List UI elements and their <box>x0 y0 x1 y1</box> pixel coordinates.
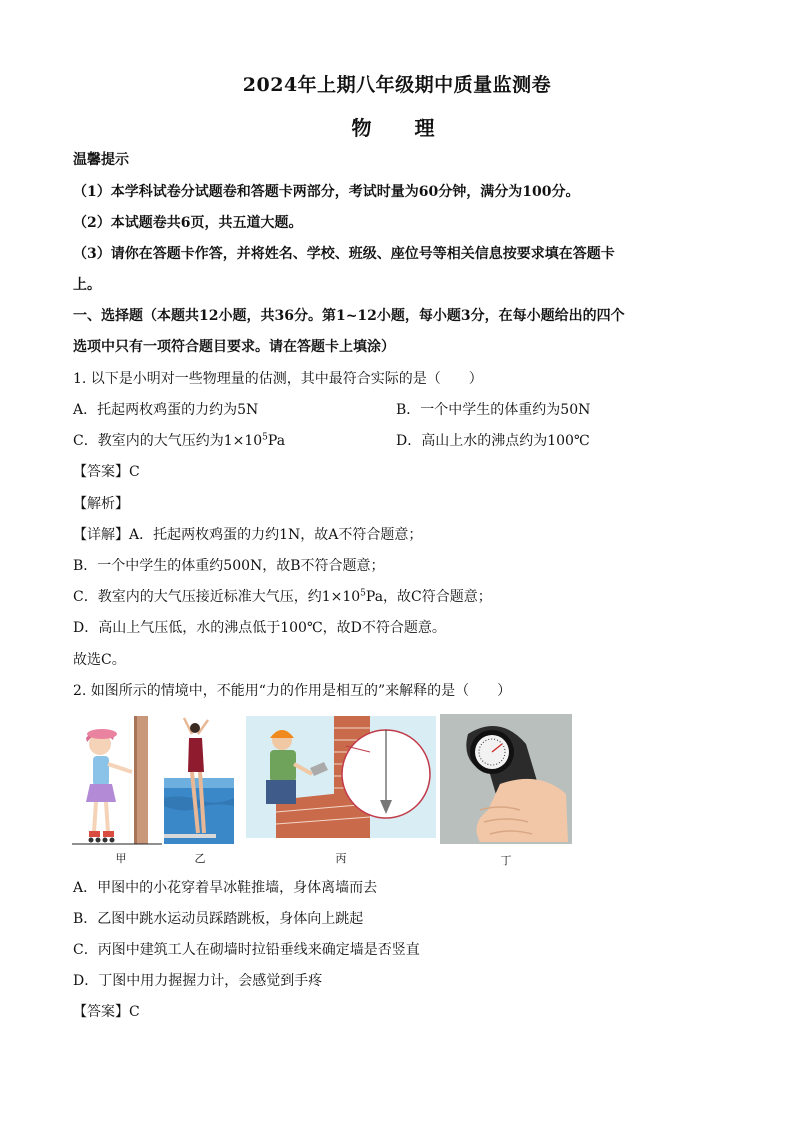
caption-jia: 甲 <box>115 852 127 865</box>
notice-item-2: （2）本试题卷共6页，共五道大题。 <box>73 215 303 231</box>
figure-yi-illustration <box>164 716 234 844</box>
question-1-detail-4: D．高山上气压低，水的沸点低于100℃，故D不符合题意。 <box>73 620 446 636</box>
question-1-option-a: A．托起两枚鸡蛋的力约为5N <box>73 402 259 418</box>
notice-heading: 温馨提示 <box>73 152 129 168</box>
detail-3-exponent: 5 <box>360 588 366 599</box>
question-1-option-c <box>73 431 285 451</box>
figure-bing-illustration <box>246 716 436 838</box>
caption-ding: 丁 <box>500 854 512 867</box>
question-1-detail-2: B．一个中学生的体重约500N，故B不符合题意； <box>73 558 385 574</box>
page-title: 2024年上期八年级期中质量监测卷 <box>242 74 552 96</box>
question-2-option-c: C．丙图中建筑工人在砌墙时拉铅垂线来确定墙是否竖直 <box>73 942 420 958</box>
detail-3-tail: Pa，故C符合题意； <box>365 589 492 605</box>
caption-yi: 乙 <box>194 852 206 865</box>
figure-ding-illustration <box>440 714 572 844</box>
question-1-option-b: B．一个中学生的体重约为50N <box>396 402 591 418</box>
question-2-option-a: A．甲图中的小花穿着旱冰鞋推墙，身体离墙而去 <box>73 880 378 896</box>
notice-item-1: （1）本学科试卷分试题卷和答题卡两部分，考试时量为60分钟，满分为100分。 <box>73 184 580 200</box>
option-c-text: C．教室内的大气压约为1×10 <box>73 433 263 449</box>
section-heading-line-2: 选项中只有一项符合题目要求。请在答题卡上填涂） <box>73 339 395 355</box>
question-1-option-d: D．高山上水的沸点约为100℃ <box>396 433 590 449</box>
question-1-conclusion: 故选C。 <box>73 652 126 668</box>
question-1-stem: 1. 以下是小明对一些物理量的估测，其中最符合实际的是（ ） <box>73 371 483 387</box>
question-2-answer: 【答案】C <box>73 1004 140 1020</box>
subject-title: 物 理 <box>351 116 453 140</box>
question-1-detail-3 <box>73 587 492 607</box>
question-1-detail-1: 【详解】A．托起两枚鸡蛋的力约1N，故A不符合题意； <box>73 527 423 543</box>
figure-jia-illustration <box>72 714 162 849</box>
detail-3-text: C．教室内的大气压接近标准大气压，约1×10 <box>73 589 361 605</box>
notice-item-3: （3）请你在答题卡作答，并将姓名、学校、班级、座位号等相关信息按要求填在答题卡 <box>73 246 615 262</box>
notice-item-3-cont: 上。 <box>73 277 101 293</box>
option-c-exponent: 5 <box>262 432 268 443</box>
option-c-unit: Pa <box>267 433 286 449</box>
caption-bing: 丙 <box>335 852 347 865</box>
question-1-analysis-label: 【解析】 <box>73 496 129 512</box>
question-2-figures <box>72 714 572 867</box>
section-heading-line-1: 一、选择题（本题共12小题，共36分。第1~12小题，每小题3分，在每小题给出的四个 <box>73 308 625 324</box>
question-2-option-b: B．乙图中跳水运动员踩踏跳板，身体向上跳起 <box>73 911 364 927</box>
question-2-option-d: D．丁图中用力握握力计，会感觉到手疼 <box>73 973 323 989</box>
question-1-answer: 【答案】C <box>73 464 140 480</box>
question-2-stem: 2. 如图所示的情境中，不能用“力的作用是相互的”来解释的是（ ） <box>73 683 512 699</box>
